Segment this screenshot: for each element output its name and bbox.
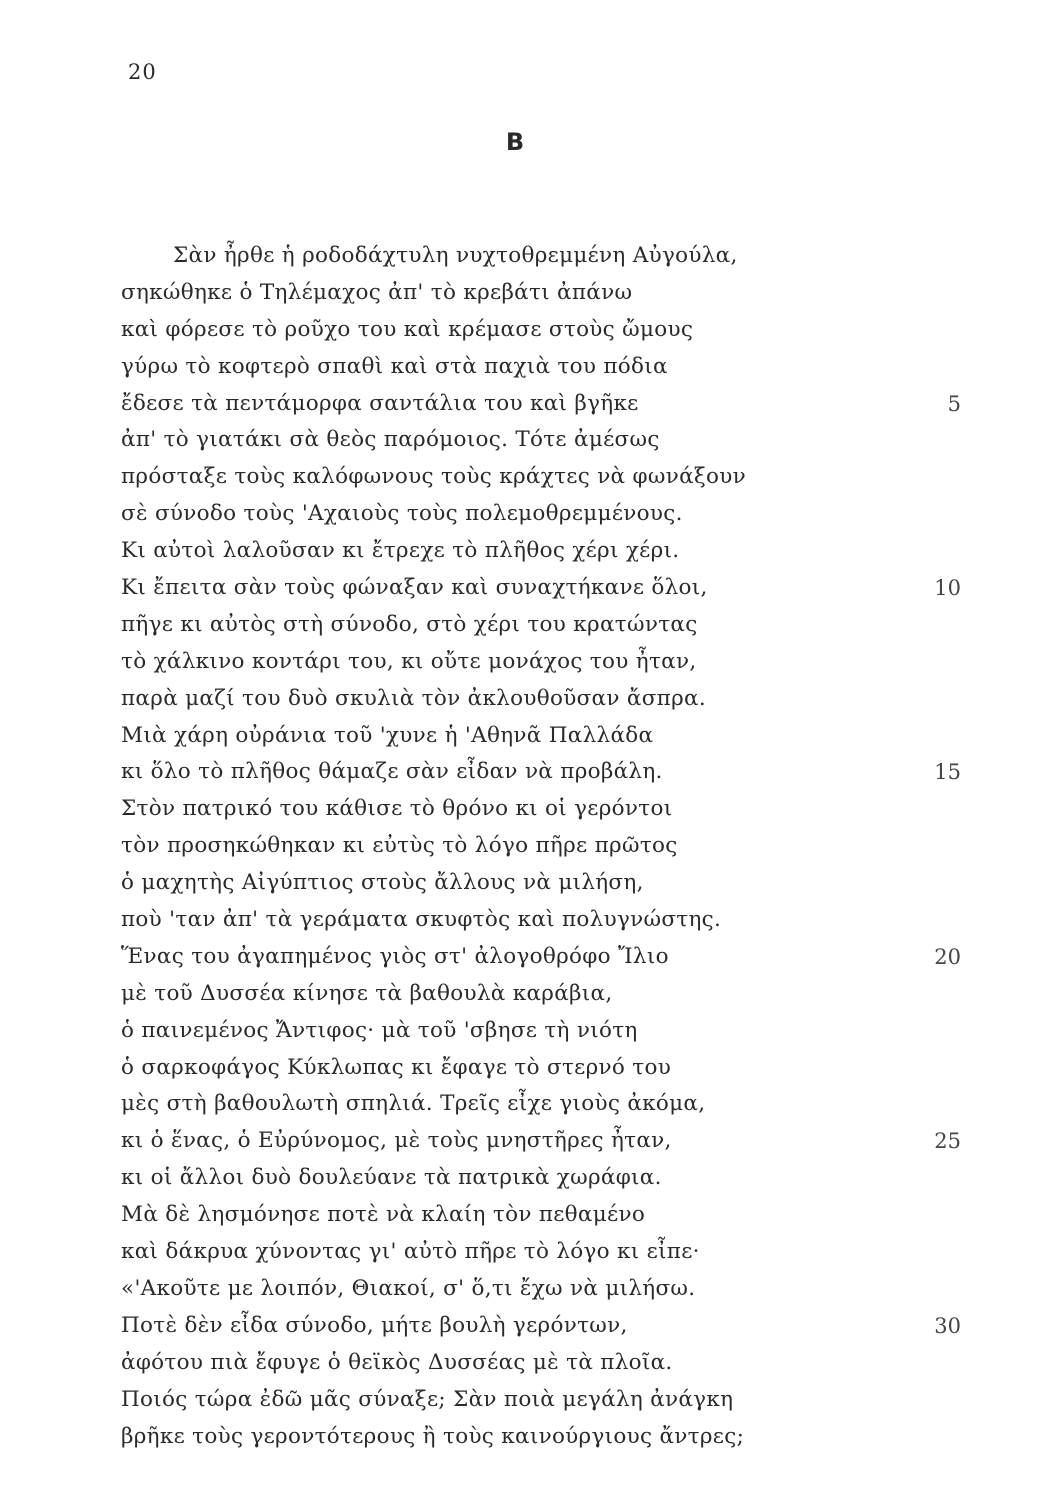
line-number: 30 bbox=[934, 1313, 961, 1338]
poem-line bbox=[121, 1234, 961, 1271]
poem-line bbox=[121, 939, 961, 976]
page-number: 20 bbox=[128, 60, 157, 84]
poem-line bbox=[121, 1197, 961, 1234]
poem-line bbox=[121, 865, 961, 902]
line-text: Μὰ δὲ λησμόνησε ποτὲ νὰ κλαίη τὸν πεθαμένο bbox=[121, 1202, 646, 1228]
poem-line bbox=[121, 644, 961, 681]
poem-line bbox=[121, 754, 961, 791]
line-number: 25 bbox=[934, 1129, 961, 1154]
poem-line bbox=[121, 1271, 961, 1308]
poem-line bbox=[121, 681, 961, 718]
line-text: τὸ χάλκινο κοντάρι του, κι οὔτε μονάχος του ἦταν, bbox=[121, 648, 697, 674]
poem-line bbox=[121, 496, 961, 533]
poem-line bbox=[121, 275, 961, 312]
line-text: πῆγε κι αὐτὸς στὴ σύνοδο, στὸ χέρι του κρατώντας bbox=[121, 611, 698, 637]
poem-line bbox=[121, 1086, 961, 1123]
line-number: 20 bbox=[934, 944, 961, 969]
line-text: Ἕνας του ἀγαπημένος γιὸς στ' ἀλογοθρόφο Ἴλιο bbox=[121, 943, 669, 969]
line-text: ποὺ 'ταν ἀπ' τὰ γεράματα σκυφτὸς καὶ πολυγνώστης. bbox=[121, 907, 722, 933]
poem-line bbox=[121, 570, 961, 607]
line-text: καὶ δάκρυα χύνοντας γι' αὐτὸ πῆρε τὸ λόγο κι εἶπε· bbox=[121, 1239, 700, 1265]
line-text: Κι αὐτοὶ λαλοῦσαν κι ἔτρεχε τὸ πλῆθος χέρι χέρι. bbox=[121, 538, 680, 564]
line-text: ἀπ' τὸ γιατάκι σὰ θεὸς παρόμοιος. Τότε ἀμέσως bbox=[121, 427, 660, 453]
poem-line bbox=[121, 718, 961, 755]
line-text: μὲ τοῦ Δυσσέα κίνησε τὰ βαθουλὰ καράβια, bbox=[121, 980, 613, 1006]
line-text: «'Ακοῦτε με λοιπόν, Θιακοί, σ' ὅ,τι ἔχω νὰ μιλήσω. bbox=[121, 1275, 696, 1301]
line-text: Ποιός τώρα ἐδῶ μᾶς σύναξε; Σὰν ποιὰ μεγάλη ἀνάγκη bbox=[121, 1386, 734, 1412]
line-text: σηκώθηκε ὁ Τηλέμαχος ἀπ' τὸ κρεβάτι ἀπάνω bbox=[121, 279, 633, 305]
poem-line bbox=[121, 1013, 961, 1050]
poem-line bbox=[121, 1050, 961, 1087]
poem-line bbox=[121, 386, 961, 423]
line-text: Ποτὲ δὲν εἶδα σύνοδο, μήτε βουλὴ γερόντων, bbox=[121, 1312, 628, 1338]
line-number: 10 bbox=[934, 576, 961, 601]
poem-line bbox=[121, 1382, 961, 1419]
line-text: πρόσταξε τοὺς καλόφωνους τοὺς κράχτες νὰ φωνάξουν bbox=[121, 464, 747, 490]
line-text: ὁ μαχητὴς Αἰγύπτιος στοὺς ἄλλους νὰ μιλήση, bbox=[121, 870, 644, 896]
line-text: Μιὰ χάρη οὐράνια τοῦ 'χυνε ἡ 'Αθηνᾶ Παλλάδα bbox=[121, 722, 654, 748]
poem-line bbox=[121, 312, 961, 349]
line-text: Κι ἔπειτα σὰν τοὺς φώναξαν καὶ συναχτήκανε ὅλοι, bbox=[121, 575, 708, 601]
line-number: 5 bbox=[947, 391, 961, 416]
poem-line bbox=[121, 422, 961, 459]
line-number: 15 bbox=[934, 760, 961, 785]
line-text: ἔδεσε τὰ πεντάμορφα σαντάλια του καὶ βγῆκε bbox=[121, 390, 639, 416]
poem-line bbox=[121, 349, 961, 386]
poem-line bbox=[121, 976, 961, 1013]
line-text: σὲ σύνοδο τοὺς 'Αχαιοὺς τοὺς πολεμοθρεμμένους. bbox=[121, 501, 683, 527]
book-title: B bbox=[505, 128, 525, 156]
poem-line bbox=[121, 828, 961, 865]
poem-line bbox=[121, 459, 961, 496]
poem-line bbox=[121, 791, 961, 828]
line-text: ἀφότου πιὰ ἔφυγε ὁ θεϊκὸς Δυσσέας μὲ τὰ πλοῖα. bbox=[121, 1349, 673, 1375]
line-text: ὁ σαρκοφάγος Κύκλωπας κι ἔφαγε τὸ στερνό του bbox=[121, 1054, 672, 1080]
line-text: μὲς στὴ βαθουλωτὴ σπηλιά. Τρεῖς εἶχε γιοὺς ἀκόμα, bbox=[121, 1091, 706, 1117]
line-text: τὸν προσηκώθηκαν κι εὐτὺς τὸ λόγο πῆρε πρῶτος bbox=[121, 833, 678, 859]
line-text: παρὰ μαζί του δυὸ σκυλιὰ τὸν ἀκλουθοῦσαν ἄσπρα. bbox=[121, 685, 706, 711]
line-text: Σὰν ἦρθε ἡ ροδοδάχτυλη νυχτοθρεμμένη Αὐγούλα, bbox=[173, 243, 738, 268]
line-text: κι ὅλο τὸ πλῆθος θάμαζε σὰν εἶδαν νὰ προβάλη. bbox=[121, 759, 663, 785]
poem-line bbox=[121, 1345, 961, 1382]
poem-line bbox=[121, 607, 961, 644]
poem-line bbox=[121, 1123, 961, 1160]
poem-line bbox=[121, 1419, 961, 1456]
line-text: κι ὁ ἕνας, ὁ Εὐρύνομος, μὲ τοὺς μνηστῆρες ἦταν, bbox=[121, 1128, 672, 1154]
line-text: κι οἱ ἄλλοι δυὸ δουλεύανε τὰ πατρικὰ χωράφια. bbox=[121, 1165, 662, 1191]
poem-line bbox=[121, 533, 961, 570]
poem-body bbox=[121, 238, 961, 1455]
poem-line bbox=[121, 1160, 961, 1197]
poem-line bbox=[121, 902, 961, 939]
poem-line bbox=[121, 1308, 961, 1345]
line-text: βρῆκε τοὺς γεροντότερους ἢ τοὺς καινούργιους ἄντρες; bbox=[121, 1423, 745, 1449]
line-text: καὶ φόρεσε τὸ ροῦχο του καὶ κρέμασε στοὺς ὤμους bbox=[121, 316, 694, 342]
line-text: γύρω τὸ κοφτερὸ σπαθὶ καὶ στὰ παχιὰ του πόδια bbox=[121, 353, 668, 379]
poem-line bbox=[121, 238, 961, 275]
line-text: ὁ παινεμένος Ἄντιφος· μὰ τοῦ 'σβησε τὴ νιότη bbox=[121, 1017, 638, 1043]
line-text: Στὸν πατρικό του κάθισε τὸ θρόνο κι οἱ γερόντοι bbox=[121, 796, 673, 822]
